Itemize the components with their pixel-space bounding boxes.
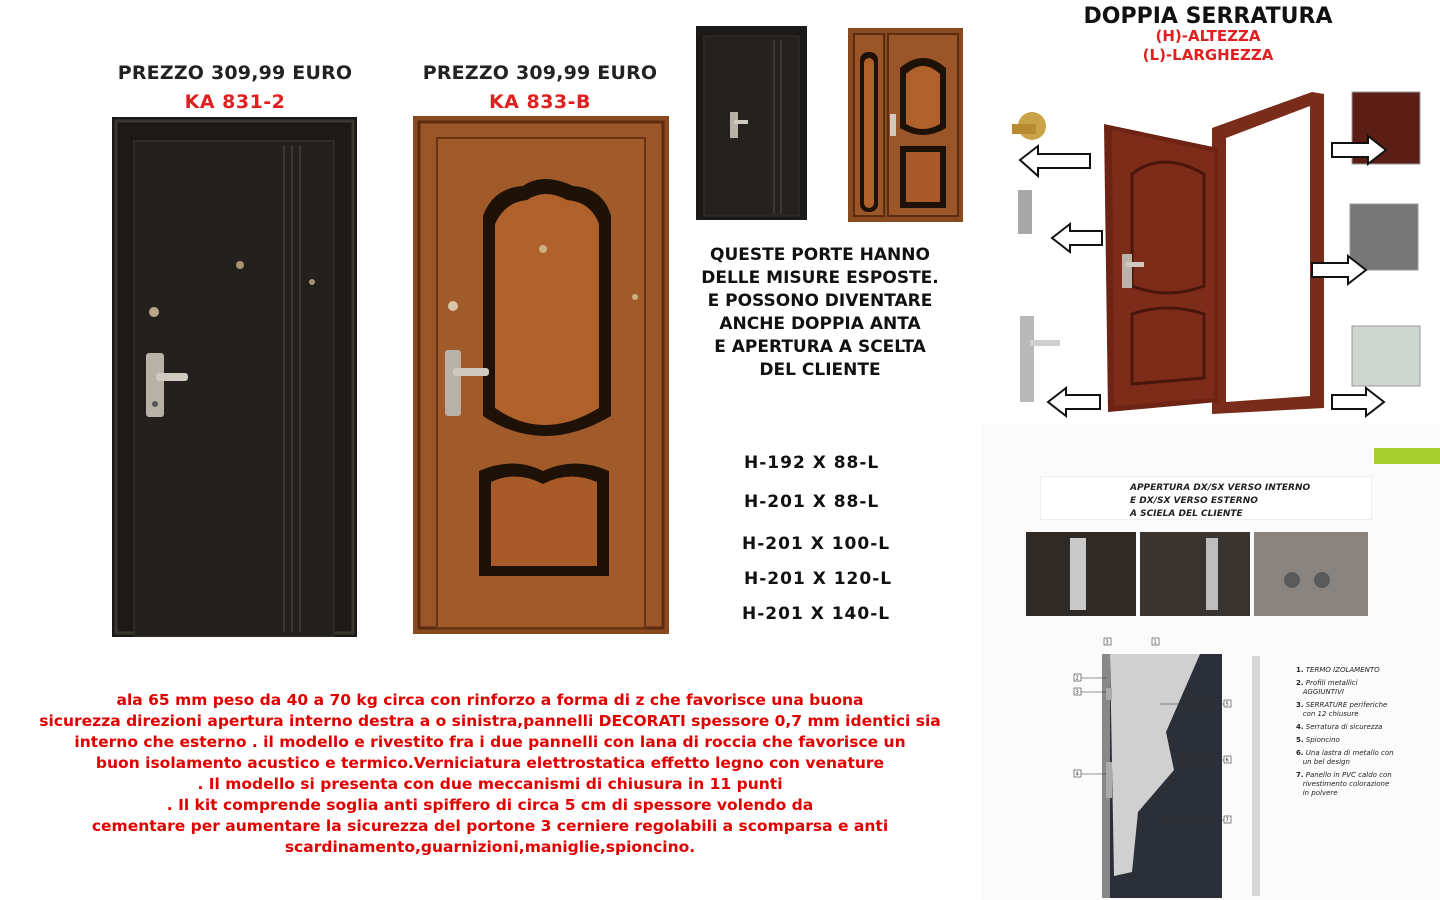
product-1-model: KA 831-2 <box>184 91 286 113</box>
diagram-label-3b: 3 <box>1075 689 1079 696</box>
info-line: QUESTE PORTE HANNO <box>710 245 930 265</box>
cross-section-diagram <box>1070 632 1240 900</box>
info-line: E POSSONO DIVENTARE <box>707 291 933 311</box>
size-3: H-201 X 100-L <box>742 534 891 554</box>
diagram-label-1: 1 <box>1153 639 1157 646</box>
legend-item: 7. Panello in PVC caldo con rivestimento colorazione in polvere <box>1296 771 1392 797</box>
description-line: interno che esterno . il modello e rivestito fra i due pannelli con lana di roccia che favorisce un <box>74 733 906 751</box>
product-2-model: KA 833-B <box>488 91 592 113</box>
legend-item: 5. Spioncino <box>1296 736 1340 744</box>
info-line: ANCHE DOPPIA ANTA <box>719 314 921 334</box>
threshold-photo <box>1254 532 1368 616</box>
diagram-label-5: 5 <box>1225 701 1229 708</box>
description-line: cementare per aumentare la sicurezza del portone 3 cerniere regolabili a scomparsa e anti <box>91 817 889 835</box>
size-1: H-192 X 88-L <box>744 453 880 473</box>
info-line: DELLE MISURE ESPOSTE. <box>701 268 939 288</box>
description-line: scardinamento,guarnizioni,maniglie,spioncino. <box>284 838 696 856</box>
description-line: . Il kit comprende soglia anti spiffero di circa 5 cm di spessore volendo da <box>166 796 814 814</box>
lock-photo-1 <box>1026 532 1136 616</box>
legend-item: 4. Serratura di sicurezza <box>1296 723 1383 731</box>
opening-text <box>1130 482 1370 521</box>
size-5: H-201 X 140-L <box>742 604 891 624</box>
diagram-label-3: 3 <box>1105 639 1109 646</box>
door-ka-833-image <box>413 116 669 634</box>
description-line: ala 65 mm peso da 40 a 70 kg circa con rinforzo a forma di z che favorisce una buona <box>116 691 864 709</box>
open-door-diagram-image <box>982 78 1440 424</box>
legend-item: 3. SERRATURE periferiche con 12 chiusure <box>1296 701 1388 718</box>
description-line: buon isolamento acustico e termico.Verniciatura elettrostatica effetto legno con venature <box>95 754 885 772</box>
info-line: DEL CLIENTE <box>759 360 881 380</box>
product-1-price: PREZZO 309,99 EURO <box>117 62 353 84</box>
right-subtitle-l: (L)-LARGHEZZA <box>1142 46 1274 64</box>
opening-line: APPERTURA DX/SX VERSO INTERNO <box>1130 483 1311 493</box>
diagram-label-7: 7 <box>1225 817 1229 824</box>
right-subtitle-h: (H)-ALTEZZA <box>1155 27 1261 45</box>
door-small-double-image <box>848 28 963 222</box>
description-line: sicurezza direzioni apertura interno destra a o sinistra,pannelli DECORATI spessore 0,7 mm identici sia <box>39 712 941 730</box>
legend-item: 6. Una lastra di metallo con un bel design <box>1296 749 1394 766</box>
diagram-label-2: 2 <box>1075 675 1079 682</box>
green-bar <box>1374 448 1440 464</box>
info-line: E APERTURA A SCELTA <box>714 337 926 357</box>
diagram-label-4: 4 <box>1075 771 1079 778</box>
right-title: DOPPIA SERRATURA <box>1083 4 1333 29</box>
profile-edge <box>1252 656 1260 896</box>
opening-line: A SCIELA DEL CLIENTE <box>1130 509 1243 519</box>
size-2: H-201 X 88-L <box>744 492 880 512</box>
legend-item: 2. Profili metallici AGGIUNTIVI <box>1296 679 1358 696</box>
opening-line: E DX/SX VERSO ESTERNO <box>1130 496 1258 506</box>
door-ka-831-image <box>112 117 357 637</box>
info-text <box>680 244 960 382</box>
legend-item: 1. TERMO IZOLAMENTO <box>1296 666 1380 674</box>
description <box>20 690 960 858</box>
size-4: H-201 X 120-L <box>744 569 893 589</box>
legend <box>1296 666 1436 802</box>
product-2-price: PREZZO 309,99 EURO <box>422 62 658 84</box>
door-small-black-image <box>696 26 807 220</box>
description-line: . Il modello si presenta con due meccanismi di chiusura in 11 punti <box>197 775 783 793</box>
lock-photo-2 <box>1140 532 1250 616</box>
diagram-label-6: 6 <box>1225 757 1229 764</box>
